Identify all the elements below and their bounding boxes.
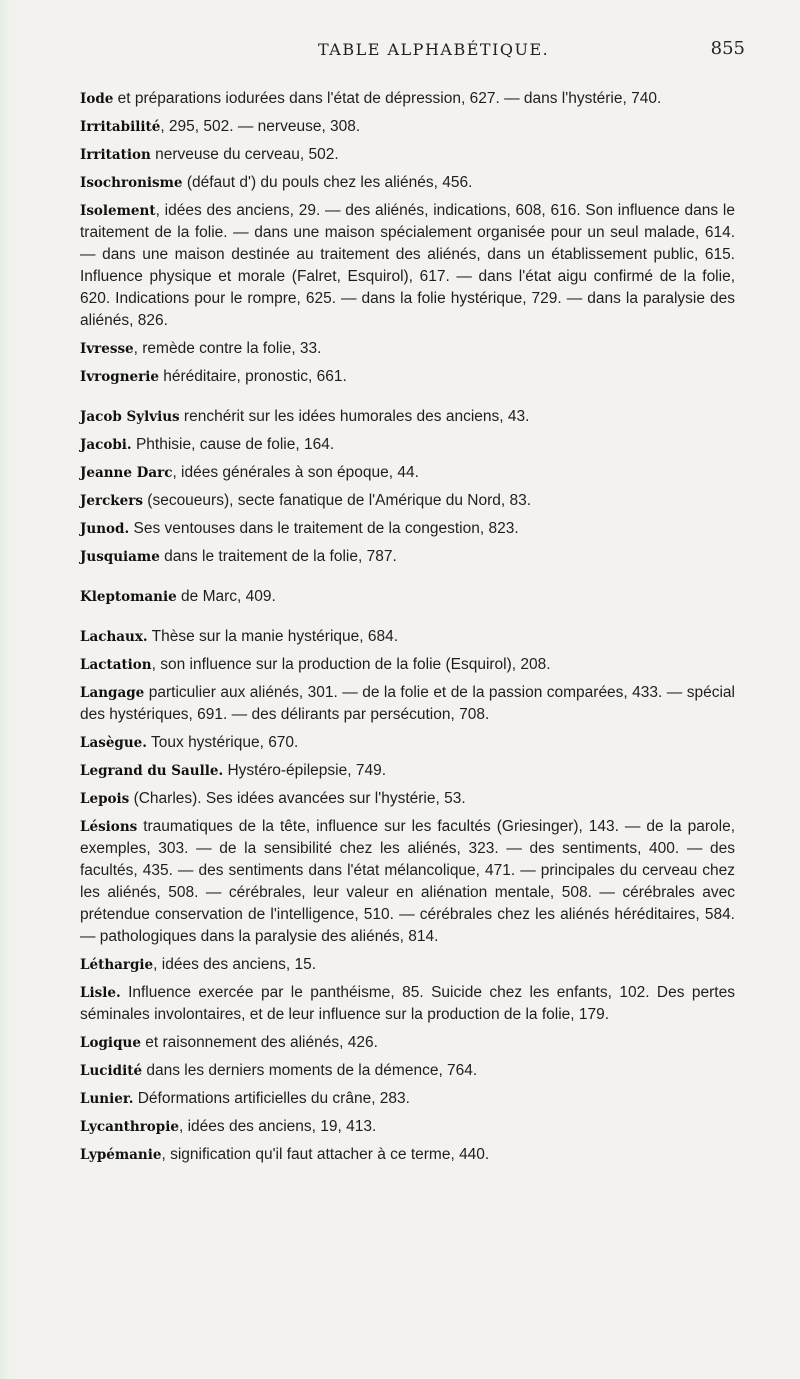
entry-text: (défaut d') du pouls chez les aliénés, 456.: [186, 174, 473, 191]
index-entry: [80, 760, 735, 782]
index-entry: [80, 406, 735, 428]
entry-term: Lésions: [80, 819, 138, 835]
entry-term: Jacob Sylvius: [80, 409, 180, 425]
index-entry: [80, 732, 735, 754]
entry-text: , remède contre la folie, 33.: [133, 340, 322, 357]
entry-term: Isochronisme: [80, 175, 183, 191]
index-entry: [80, 490, 735, 512]
entry-text: , son influence sur la production de la folie (Esquirol), 208.: [151, 656, 551, 673]
index-entry: [80, 366, 735, 388]
entry-text: renchérit sur les idées humorales des anciens, 43.: [183, 408, 530, 425]
index-entry: [80, 1060, 735, 1082]
running-title: TABLE ALPHABÉTIQUE.: [318, 40, 550, 59]
entry-term: Jerckers: [80, 493, 143, 509]
index-entry: [80, 144, 735, 166]
entry-term: Lycanthropie: [80, 1119, 179, 1135]
entry-text: et raisonnement des aliénés, 426.: [145, 1034, 378, 1051]
entry-text: Thèse sur la manie hystérique, 684.: [151, 628, 399, 645]
entry-term: Lachaux.: [80, 629, 148, 645]
index-entry: [80, 338, 735, 360]
index-entry: [80, 1116, 735, 1138]
index-entry: [80, 462, 735, 484]
index-entry: [80, 1088, 735, 1110]
index-entry: [80, 1032, 735, 1054]
entry-term: Lucidité: [80, 1063, 143, 1079]
index-entry: [80, 982, 735, 1026]
index-entry: [80, 626, 735, 648]
entry-term: Lisle.: [80, 985, 121, 1001]
entry-text: Phthisie, cause de folie, 164.: [135, 436, 335, 453]
entry-term: Ivrognerie: [80, 369, 159, 385]
entry-text: particulier aux aliénés, 301. — de la folie et de la passion comparées, 433. — spécial des hystériques, 691. — des délirants par persécution, 708.: [80, 684, 735, 723]
entry-term: Logique: [80, 1035, 141, 1051]
entry-text: Toux hystérique, 670.: [151, 734, 299, 751]
entry-text: Hystéro-épilepsie, 749.: [227, 762, 386, 779]
index-entry: [80, 654, 735, 676]
page-number: 855: [710, 38, 745, 59]
entry-text: , idées générales à son époque, 44.: [172, 464, 419, 481]
entry-text: , idées des anciens, 19, 413.: [178, 1118, 377, 1135]
entry-term: Lasègue.: [80, 735, 147, 751]
entry-text: Ses ventouses dans le traitement de la congestion, 823.: [133, 520, 519, 537]
index-entry: [80, 682, 735, 726]
entry-term: Jeanne Darc: [80, 465, 173, 481]
entry-text: héréditaire, pronostic, 661.: [163, 368, 347, 385]
entry-term: Lypémanie: [80, 1147, 162, 1163]
entry-term: Lepois: [80, 791, 130, 807]
entry-text: , signification qu'il faut attacher à ce terme, 440.: [161, 1146, 490, 1163]
entry-term: Kleptomanie: [80, 589, 177, 605]
entry-text: , idées des anciens, 29. — des aliénés, indications, 608, 616. Son influence dans le traitement de la folie. — dans une maison spécialement organisée pour un seul malade, 614. — dans une maison destinée au traitement des aliénés, dans un établissement public, 615. Influence physique et morale (Falret, Esquirol), 617. — dans l'état aigu confirmé de la folie, 620. Indications pour le rompre, 625. — dans la folie hystérique, 729. — dans la paralysie des aliénés, 826.: [80, 202, 735, 329]
index-entry: [80, 518, 735, 540]
entry-text: Déformations artificielles du crâne, 283.: [137, 1090, 410, 1107]
entry-term: Langage: [80, 685, 145, 701]
entry-term: Junod.: [80, 521, 130, 537]
page-header: [0, 40, 800, 70]
entry-term: Isolement: [80, 203, 156, 219]
index-entry: [80, 1144, 735, 1166]
index-entries: [80, 88, 735, 1172]
index-entry: [80, 200, 735, 332]
entry-term: Lunier.: [80, 1091, 134, 1107]
entry-term: Ivresse: [80, 341, 134, 357]
entry-term: Iode: [80, 91, 114, 107]
index-entry: [80, 816, 735, 948]
entry-text: (secoueurs), secte fanatique de l'Amérique du Nord, 83.: [147, 492, 532, 509]
index-entry: [80, 788, 735, 810]
entry-term: Legrand du Saulle.: [80, 763, 224, 779]
entry-text: , idées des anciens, 15.: [153, 956, 317, 973]
index-entry: [80, 116, 735, 138]
entry-term: Léthargie: [80, 957, 154, 973]
entry-term: Lactation: [80, 657, 152, 673]
entry-text: (Charles). Ses idées avancées sur l'hystérie, 53.: [133, 790, 466, 807]
entry-text: de Marc, 409.: [181, 588, 276, 605]
entry-text: , 295, 502. — nerveuse, 308.: [160, 118, 361, 135]
entry-text: nerveuse du cerveau, 502.: [155, 146, 339, 163]
index-entry: [80, 546, 735, 568]
entry-term: Jusquiame: [80, 549, 160, 565]
entry-term: Jacobi.: [80, 437, 132, 453]
entry-text: Influence exercée par le panthéisme, 85. Suicide chez les enfants, 102. Des pertes séminales involontaires, et de leur influence sur la production de la folie, 179.: [80, 984, 735, 1023]
index-entry: [80, 586, 735, 608]
entry-text: et préparations iodurées dans l'état de dépression, 627. — dans l'hystérie, 740.: [117, 90, 662, 107]
entry-text: dans le traitement de la folie, 787.: [164, 548, 397, 565]
entry-text: traumatiques de la tête, influence sur les facultés (Griesinger), 143. — de la parole, exemples, 303. — de la sensibilité chez les aliénés, 323. — des sentiments, 400. — des facultés, 435. — des sentiments dans l'état mélancolique, 471. — principales du cerveau chez les aliénés, 508. — cérébrales, leur valeur en aliénation mentale, 508. — cérébrales avec prétendue conservation de l'intelligence, 510. — cérébrales chez les aliénés héréditaires, 584. — pathologiques dans la paralysie des aliénés, 814.: [80, 818, 735, 945]
index-entry: [80, 954, 735, 976]
entry-text: dans les derniers moments de la démence, 764.: [146, 1062, 478, 1079]
index-entry: [80, 172, 735, 194]
entry-term: Irritation: [80, 147, 151, 163]
entry-term: Irritabilité: [80, 119, 161, 135]
index-entry: [80, 88, 735, 110]
index-entry: [80, 434, 735, 456]
